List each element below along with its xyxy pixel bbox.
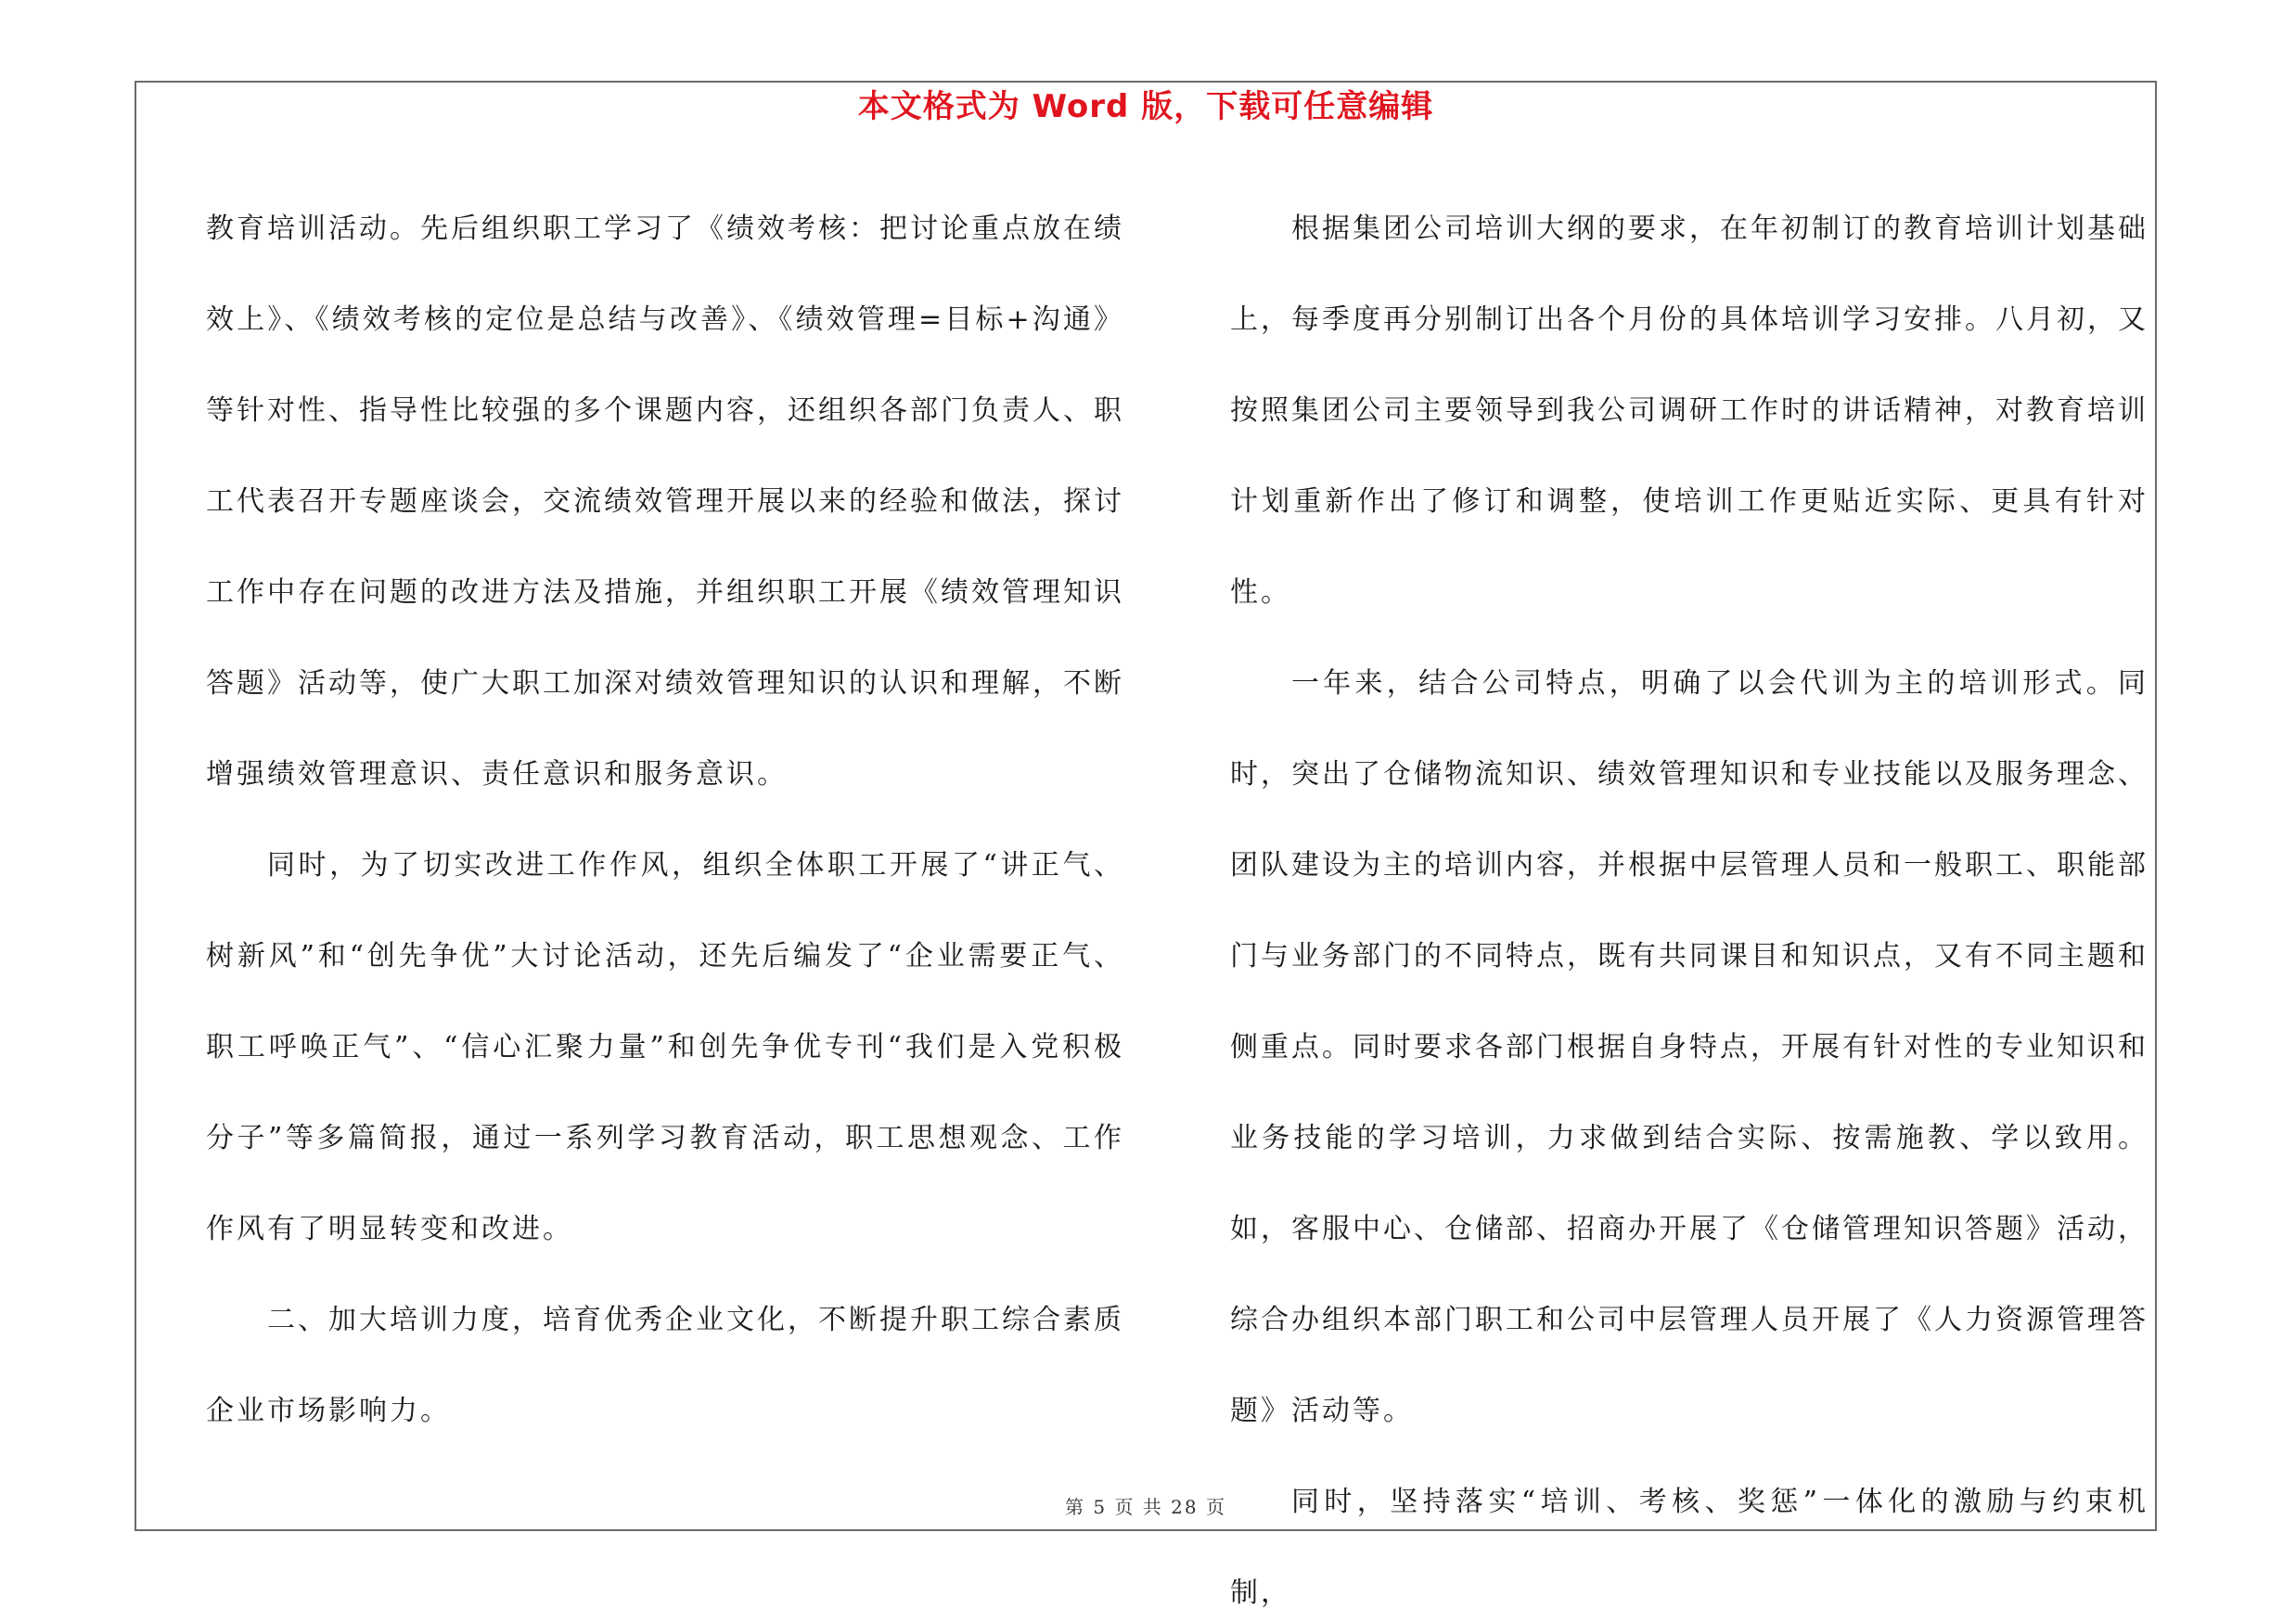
page-number-footer: 第 5 页 共 28 页 [1065, 1496, 1226, 1518]
body-paragraph: 一年来，结合公司特点，明确了以会代训为主的培训形式。同时，突出了仓储物流知识、绩效管理知识和专业技能以及服务理念、团队建设为主的培训内容，并根据中层管理人员和一般职工、职能部门与业务部门的不同特点，既有共同课目和知识点，又有不同主题和侧重点。同时要求各部门根据自身特点，开展有针对性的专业知识和业务技能的学习培训，力求做到结合实际、按需施教、学以致用。如，客服中心、仓储部、招商办开展了《仓储管理知识答题》活动，综合办组织本部门职工和公司中层管理人员开展了《人力资源管理答题》活动等。 [1230, 667, 2148, 1427]
right-text-column [1230, 184, 2148, 1623]
body-paragraph-continues: 同时，坚持落实“培训、考核、奖惩”一体化的激励与约束机制， [1230, 1486, 2148, 1609]
section-heading-paragraph: 二、加大培训力度，培育优秀企业文化，不断提升职工综合素质企业市场影响力。 [206, 1304, 1124, 1427]
body-paragraph: 同时，为了切实改进工作作风，组织全体职工开展了“讲正气、树新风”和“创先争优”大讨论活动，还先后编发了“企业需要正气、职工呼唤正气”、“信心汇聚力量”和创先争优专刊“我们是入党积极分子”等多篇简报，通过一系列学习教育活动，职工思想观念、工作作风有了明显转变和改进。 [206, 849, 1124, 1245]
left-text-column [206, 184, 1124, 1457]
body-paragraph: 根据集团公司培训大纲的要求，在年初制订的教育培训计划基础上，每季度再分别制订出各个月份的具体培训学习安排。八月初，又按照集团公司主要领导到我公司调研工作时的讲话精神，对教育培训计划重新作出了修订和调整，使培训工作更贴近实际、更具有针对性。 [1230, 213, 2148, 609]
word-format-banner: 本文格式为 Word 版，下载可任意编辑 [857, 88, 1434, 125]
body-paragraph-continued: 教育培训活动。先后组织职工学习了《绩效考核：把讨论重点放在绩效上》、《绩效考核的定位是总结与改善》、《绩效管理=目标+沟通》等针对性、指导性比较强的多个课题内容，还组织各部门负责人、职工代表召开专题座谈会，交流绩效管理开展以来的经验和做法，探讨工作中存在问题的改进方法及措施，并组织职工开展《绩效管理知识答题》活动等，使广大职工加深对绩效管理知识的认识和理解，不断增强绩效管理意识、责任意识和服务意识。 [206, 213, 1124, 791]
